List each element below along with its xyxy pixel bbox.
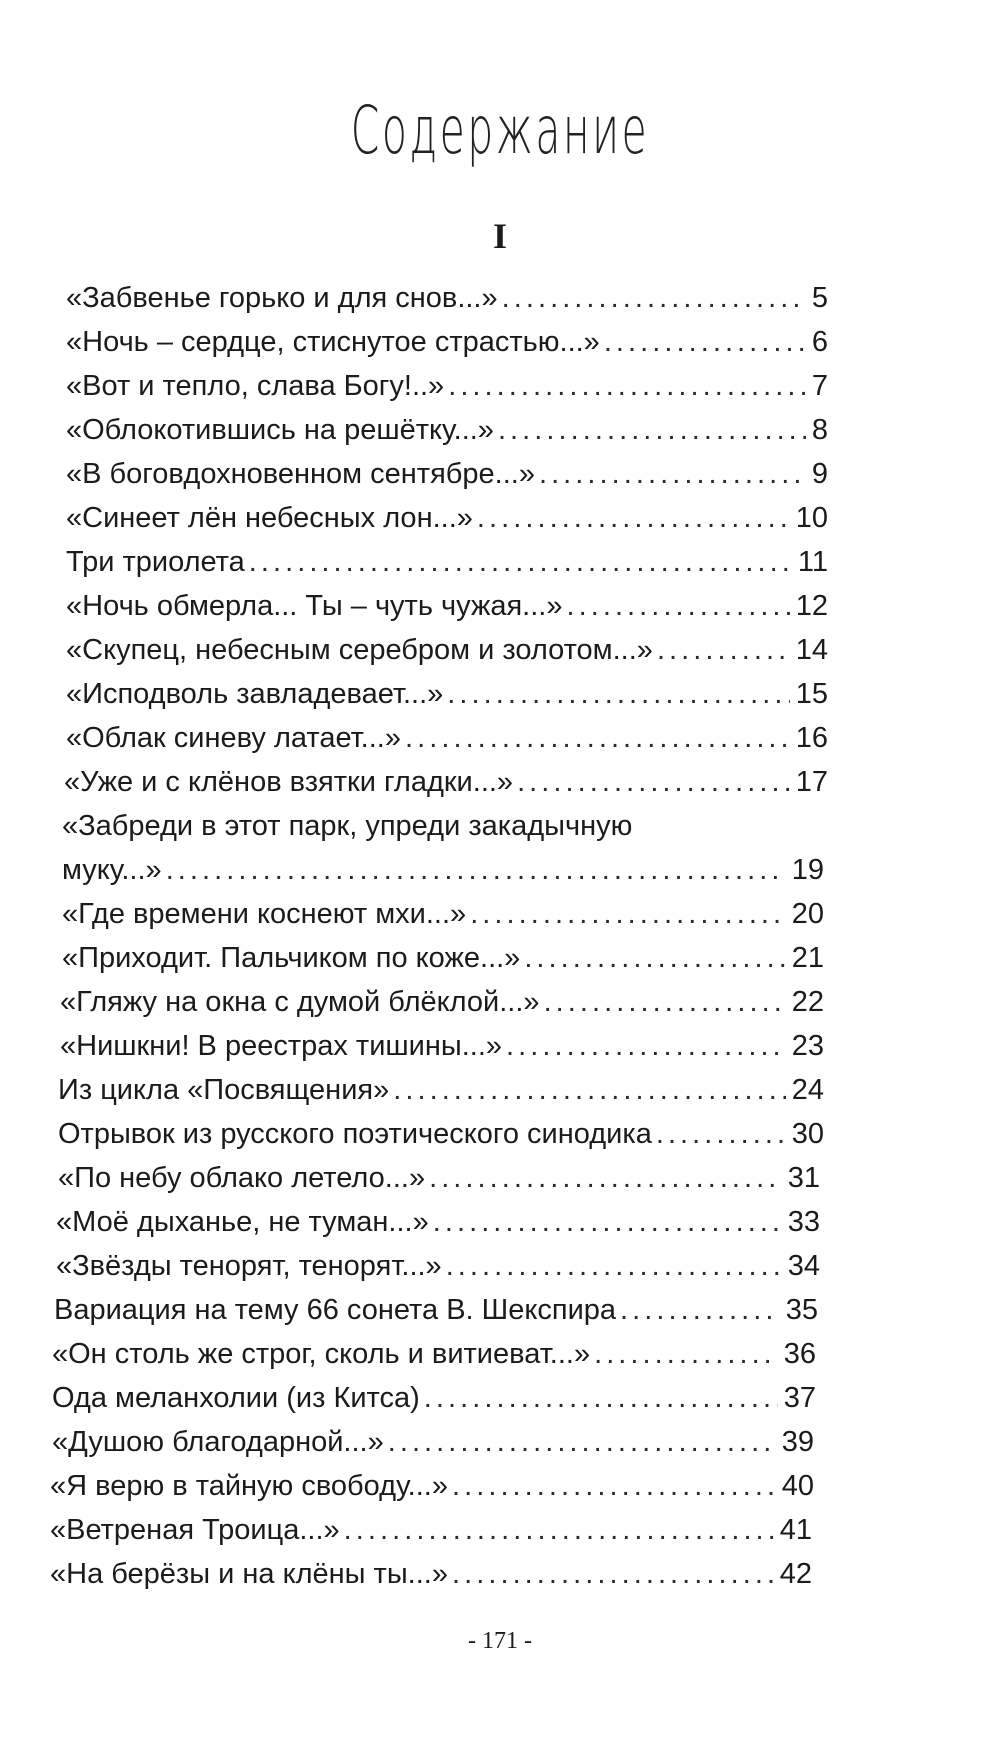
toc-entry-title: «Облокотившись на решётку...»	[66, 414, 494, 446]
toc-entry	[50, 1552, 812, 1596]
toc-entry-title: «Забреди в этот парк, упреди закадычную	[62, 810, 633, 842]
dot-leader	[657, 628, 790, 672]
toc-entry	[66, 716, 828, 760]
toc-entry-page: 21	[791, 942, 824, 974]
toc-entry-title: «Скупец, небесным серебром и золотом...»	[66, 634, 653, 666]
dot-leader	[517, 760, 790, 804]
toc-entry-title: «Ночь обмерла... Ты – чуть чужая...»	[66, 590, 563, 622]
table-of-contents	[0, 276, 1000, 1596]
toc-entry	[66, 496, 828, 540]
toc-entry-title: Три триолета	[66, 546, 245, 578]
toc-entry-page: 36	[783, 1338, 816, 1370]
toc-entry-page: 30	[791, 1118, 824, 1150]
dot-leader	[429, 1156, 782, 1200]
toc-entry	[64, 760, 828, 804]
dot-leader	[447, 672, 789, 716]
toc-entry-title: «Гляжу на окна с думой блёклой...»	[60, 986, 540, 1018]
toc-entry-page: 10	[795, 502, 828, 534]
toc-entry	[66, 672, 828, 716]
toc-entry-title: «Звёзды тенорят, тенорят...»	[56, 1250, 442, 1282]
toc-entry-page: 34	[787, 1250, 820, 1282]
toc-entry-page: 41	[779, 1514, 812, 1546]
toc-entry-title: Отрывок из русского поэтического синодика	[58, 1118, 652, 1150]
dot-leader	[498, 408, 806, 452]
toc-entry-title: «По небу облако летело...»	[58, 1162, 426, 1194]
toc-entry	[56, 1244, 820, 1288]
toc-entry-page: 35	[785, 1294, 818, 1326]
toc-entry	[54, 1288, 818, 1332]
dot-leader	[656, 1112, 786, 1156]
toc-entry	[58, 1068, 824, 1112]
dot-leader	[446, 1244, 782, 1288]
toc-entry-title: «Уже и с клёнов взятки гладки...»	[64, 766, 514, 798]
toc-entry-title: «Я верю в тайную свободу...»	[50, 1470, 448, 1502]
toc-entry	[50, 1464, 814, 1508]
toc-entry-title: «На берёзы и на клёны ты...»	[50, 1558, 448, 1590]
toc-entry-title-continued: муку...»	[62, 854, 162, 886]
toc-entry	[66, 584, 828, 628]
dot-leader	[433, 1200, 782, 1244]
toc-entry-title: «Он столь же строг, сколь и витиеват...»	[52, 1338, 591, 1370]
dot-leader	[477, 496, 790, 540]
toc-entry-page: 7	[811, 370, 828, 402]
toc-entry-title: «Синеет лён небесных лон...»	[66, 502, 473, 534]
toc-entry-title: «Где времени коснеют мхи...»	[62, 898, 467, 930]
toc-entry-page: 11	[797, 546, 828, 578]
toc-entry-title: «Забвенье горько и для снов...»	[66, 282, 498, 314]
toc-entry-title: «Облак синеву латает...»	[66, 722, 401, 754]
dot-leader	[452, 1552, 774, 1596]
toc-entry-page: 12	[795, 590, 828, 622]
toc-entry-page: 37	[783, 1382, 816, 1414]
dot-leader	[452, 1464, 776, 1508]
toc-entry	[66, 276, 828, 320]
toc-entry-page: 9	[811, 458, 828, 490]
dot-leader	[502, 276, 806, 320]
dot-leader	[539, 452, 806, 496]
toc-entry-page: 5	[811, 282, 828, 314]
toc-entry	[50, 1508, 812, 1552]
dot-leader	[620, 1288, 780, 1332]
dot-leader	[393, 1068, 786, 1112]
toc-entry-title: «Моё дыханье, не туман...»	[56, 1206, 429, 1238]
page-number: - 171 -	[468, 1628, 532, 1654]
dot-leader	[344, 1508, 774, 1552]
dot-leader	[524, 936, 785, 980]
toc-entry	[58, 1112, 824, 1156]
toc-entry	[52, 1332, 816, 1376]
toc-entry-title: «Нишкни! В реестрах тишины...»	[60, 1030, 503, 1062]
toc-entry	[62, 804, 824, 892]
toc-entry	[52, 1376, 816, 1420]
toc-entry-title: Вариация на тему 66 сонета В. Шекспира	[54, 1294, 617, 1326]
dot-leader	[566, 584, 789, 628]
toc-entry	[62, 892, 824, 936]
toc-entry	[66, 452, 828, 496]
toc-entry-page: 15	[795, 678, 828, 710]
dot-leader	[544, 980, 786, 1024]
toc-entry-page: 31	[787, 1162, 820, 1194]
toc-entry	[66, 408, 828, 452]
toc-entry-page: 23	[791, 1030, 824, 1062]
toc-entry-page: 14	[795, 634, 828, 666]
toc-entry-page: 8	[811, 414, 828, 446]
toc-entry	[62, 936, 824, 980]
toc-entry	[52, 1420, 814, 1464]
toc-entry	[60, 980, 824, 1024]
toc-entry-page: 33	[787, 1206, 820, 1238]
toc-entry-title: «Душою благодарной...»	[52, 1426, 384, 1458]
toc-entry-title: «В боговдохновенном сентябре...»	[66, 458, 535, 490]
toc-entry-title: «Исподволь завладевает...»	[66, 678, 444, 710]
toc-entry	[66, 628, 828, 672]
toc-entry-title: Из цикла «Посвящения»	[58, 1074, 390, 1106]
dot-leader	[594, 1332, 778, 1376]
toc-entry-title: «Приходит. Пальчиком по коже...»	[62, 942, 521, 974]
toc-entry	[66, 364, 828, 408]
toc-entry	[66, 320, 828, 364]
toc-entry-page: 20	[791, 898, 824, 930]
toc-entry-page: 39	[781, 1426, 814, 1458]
toc-entry-page: 6	[811, 326, 828, 358]
toc-entry	[60, 1024, 824, 1068]
section-heading: I	[492, 216, 507, 256]
toc-entry-page: 16	[795, 722, 828, 754]
dot-leader	[604, 320, 806, 364]
toc-entry	[66, 540, 828, 584]
dot-leader	[448, 364, 806, 408]
dot-leader	[249, 540, 792, 584]
dot-leader	[405, 716, 790, 760]
toc-entry-title: «Вот и тепло, слава Богу!..»	[66, 370, 445, 402]
toc-entry-page: 42	[779, 1558, 812, 1590]
dot-leader	[470, 892, 786, 936]
toc-entry-page: 24	[791, 1074, 824, 1106]
toc-entry-title: «Ночь – сердце, стиснутое страстью...»	[66, 326, 600, 358]
toc-entry-page: 22	[791, 986, 824, 1018]
toc-entry	[56, 1200, 820, 1244]
toc-entry	[58, 1156, 820, 1200]
toc-entry-title: «Ветреная Троица...»	[50, 1514, 340, 1546]
toc-entry-page: 40	[781, 1470, 814, 1502]
toc-entry-title: Ода меланхолии (из Китса)	[52, 1382, 420, 1414]
dot-leader	[424, 1376, 778, 1420]
dot-leader	[166, 848, 786, 892]
dot-leader	[506, 1024, 786, 1068]
toc-entry-page: 17	[795, 766, 828, 798]
page-title: Содержание	[350, 92, 650, 169]
toc-entry-page: 19	[791, 854, 824, 886]
dot-leader	[388, 1420, 776, 1464]
